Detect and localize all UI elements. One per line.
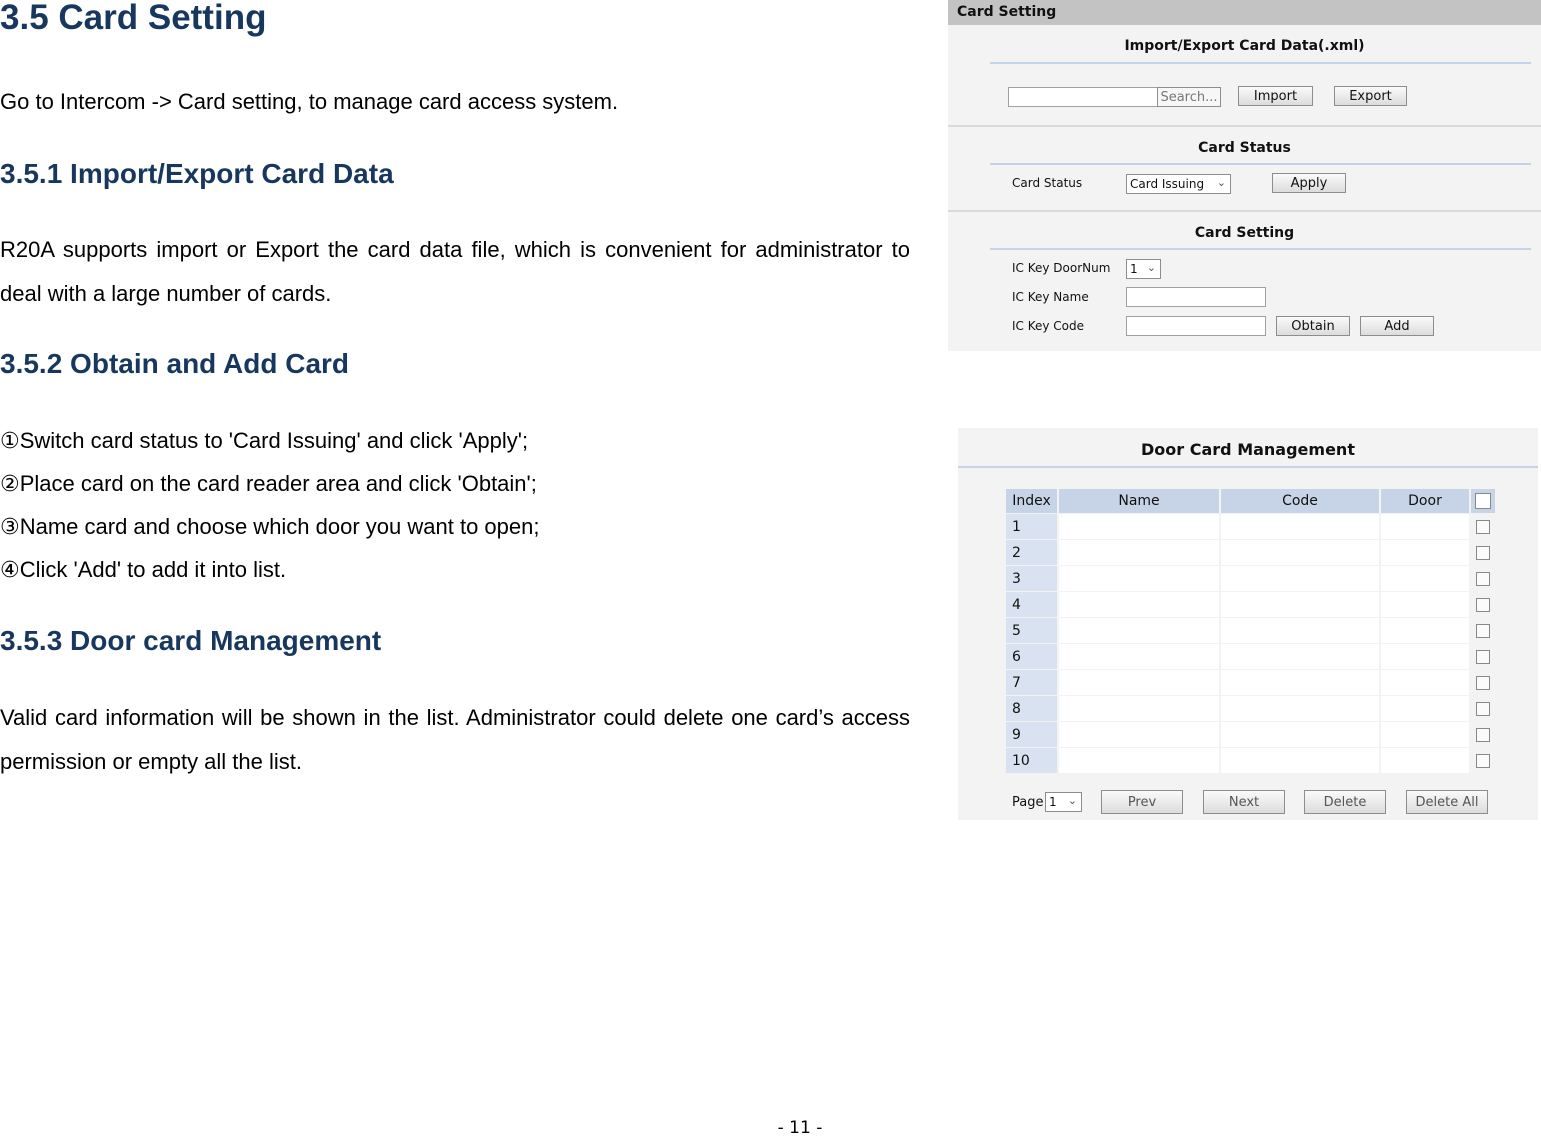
search-button[interactable]: Search... [1157, 87, 1221, 107]
row-index: 5 [1006, 618, 1057, 643]
column-name: Name [1059, 489, 1219, 513]
divider [958, 466, 1538, 468]
row-checkbox[interactable] [1471, 748, 1495, 773]
row-door [1381, 644, 1469, 669]
table-row[interactable] [1006, 748, 1495, 773]
page-label: Page [1012, 795, 1044, 810]
step-4: ④Click 'Add' to add it into list. [0, 557, 287, 582]
key-name-label: IC Key Name [1012, 290, 1089, 304]
row-door [1381, 540, 1469, 565]
row-checkbox[interactable] [1471, 670, 1495, 695]
key-code-label: IC Key Code [1012, 319, 1085, 333]
card-setting-header-title: Card Setting [957, 4, 1057, 20]
checkbox-icon [1476, 754, 1490, 768]
row-checkbox[interactable] [1471, 566, 1495, 591]
row-name [1059, 670, 1219, 695]
divider [990, 62, 1531, 64]
row-index: 2 [1006, 540, 1057, 565]
file-path-field[interactable] [1008, 87, 1158, 107]
row-name [1059, 540, 1219, 565]
row-index: 1 [1006, 514, 1057, 539]
row-door [1381, 566, 1469, 591]
row-name [1059, 722, 1219, 747]
row-checkbox[interactable] [1471, 592, 1495, 617]
key-code-input[interactable] [1126, 316, 1266, 336]
door-num-select[interactable] [1126, 259, 1161, 279]
table-row[interactable] [1006, 592, 1495, 617]
table-row[interactable] [1006, 618, 1495, 643]
select-all-checkbox[interactable] [1471, 489, 1495, 513]
chevron-down-icon: ⌄ [1067, 794, 1077, 807]
row-index: 3 [1006, 566, 1057, 591]
door-card-table [1004, 488, 1497, 774]
row-index: 9 [1006, 722, 1057, 747]
row-code [1221, 618, 1379, 643]
page-selected: 1 [1049, 795, 1057, 809]
row-index: 10 [1006, 748, 1057, 773]
table-row[interactable] [1006, 514, 1495, 539]
row-checkbox[interactable] [1471, 514, 1495, 539]
checkbox-icon [1476, 520, 1490, 534]
row-code [1221, 540, 1379, 565]
table-row[interactable] [1006, 644, 1495, 669]
door-card-rows [1006, 514, 1495, 773]
row-index: 4 [1006, 592, 1057, 617]
table-row[interactable] [1006, 722, 1495, 747]
delete-all-button[interactable]: Delete All [1406, 790, 1488, 814]
row-name [1059, 618, 1219, 643]
divider [990, 163, 1531, 165]
row-checkbox[interactable] [1471, 540, 1495, 565]
card-status-title: Card Status [1198, 140, 1291, 156]
row-code [1221, 670, 1379, 695]
card-status-label: Card Status [1012, 176, 1083, 190]
table-row[interactable] [1006, 566, 1495, 591]
export-button[interactable]: Export [1334, 86, 1407, 106]
checkbox-icon [1476, 676, 1490, 690]
page-title: 3.5 Card Setting [0, 0, 267, 37]
card-status-selected: Card Issuing [1130, 177, 1205, 191]
checkbox-icon [1476, 624, 1490, 638]
column-index: Index [1006, 489, 1057, 513]
section-separator [948, 125, 1541, 127]
row-code [1221, 722, 1379, 747]
checkbox-icon [1476, 572, 1490, 586]
checkbox-icon [1475, 493, 1491, 509]
row-code [1221, 696, 1379, 721]
row-code [1221, 748, 1379, 773]
step-1: ①Switch card status to 'Card Issuing' and click 'Apply'; [0, 428, 529, 453]
row-door [1381, 696, 1469, 721]
divider [990, 248, 1531, 250]
section-body-import-export: R20A supports import or Export the card data file, which is convenient for administrator to deal with a large number of cards. [0, 237, 910, 306]
row-checkbox[interactable] [1471, 696, 1495, 721]
import-button[interactable]: Import [1238, 86, 1313, 106]
row-index: 6 [1006, 644, 1057, 669]
delete-button[interactable]: Delete [1304, 790, 1386, 814]
section-heading-door-card: 3.5.3 Door card Management [0, 625, 382, 656]
card-setting-title: Card Setting [1194, 225, 1295, 241]
row-code [1221, 592, 1379, 617]
column-code: Code [1221, 489, 1379, 513]
page-select[interactable] [1045, 792, 1082, 812]
column-door: Door [1381, 489, 1469, 513]
prev-button[interactable]: Prev [1101, 790, 1183, 814]
row-name [1059, 696, 1219, 721]
row-name [1059, 644, 1219, 669]
row-name [1059, 566, 1219, 591]
row-checkbox[interactable] [1471, 618, 1495, 643]
row-code [1221, 566, 1379, 591]
row-code [1221, 644, 1379, 669]
add-button[interactable]: Add [1360, 316, 1434, 336]
table-header-row [1006, 489, 1495, 513]
apply-button[interactable]: Apply [1272, 173, 1346, 193]
key-name-input[interactable] [1126, 287, 1266, 307]
checkbox-icon [1476, 598, 1490, 612]
row-door [1381, 592, 1469, 617]
checkbox-icon [1476, 702, 1490, 716]
checkbox-icon [1476, 546, 1490, 560]
row-door [1381, 618, 1469, 643]
door-card-title: Door Card Management [1141, 440, 1355, 459]
row-door [1381, 670, 1469, 695]
row-checkbox[interactable] [1471, 644, 1495, 669]
section-heading-obtain-add: 3.5.2 Obtain and Add Card [0, 348, 350, 379]
import-export-title: Import/Export Card Data(.xml) [1124, 38, 1365, 54]
table-row[interactable] [1006, 540, 1495, 565]
next-button[interactable]: Next [1203, 790, 1285, 814]
row-name [1059, 514, 1219, 539]
section-heading-import-export: 3.5.1 Import/Export Card Data [0, 158, 394, 189]
table-row[interactable] [1006, 670, 1495, 695]
card-status-select[interactable] [1126, 174, 1231, 194]
page-number: - 11 - [777, 1118, 823, 1138]
section-body-door-card: Valid card information will be shown in the list. Administrator could delete one card’s access permission or empty all the list. [0, 705, 910, 774]
step-2: ②Place card on the card reader area and click 'Obtain'; [0, 471, 537, 496]
checkbox-icon [1476, 728, 1490, 742]
section-separator [948, 210, 1541, 212]
door-card-screenshot [958, 428, 1538, 820]
row-index: 8 [1006, 696, 1057, 721]
step-3: ③Name card and choose which door you want to open; [0, 514, 540, 539]
row-door [1381, 514, 1469, 539]
chevron-down-icon: ⌄ [1216, 176, 1226, 189]
table-row[interactable] [1006, 696, 1495, 721]
row-index: 7 [1006, 670, 1057, 695]
card-setting-header [948, 0, 1541, 25]
row-checkbox[interactable] [1471, 722, 1495, 747]
chevron-down-icon: ⌄ [1146, 261, 1156, 274]
row-door [1381, 748, 1469, 773]
door-num-selected: 1 [1130, 262, 1138, 276]
row-name [1059, 748, 1219, 773]
door-num-label: IC Key DoorNum [1012, 261, 1111, 275]
row-code [1221, 514, 1379, 539]
obtain-button[interactable]: Obtain [1276, 316, 1350, 336]
intro-text: Go to Intercom -> Card setting, to manage card access system. [0, 89, 619, 114]
card-setting-screenshot [948, 0, 1541, 351]
row-door [1381, 722, 1469, 747]
checkbox-icon [1476, 650, 1490, 664]
row-name [1059, 592, 1219, 617]
